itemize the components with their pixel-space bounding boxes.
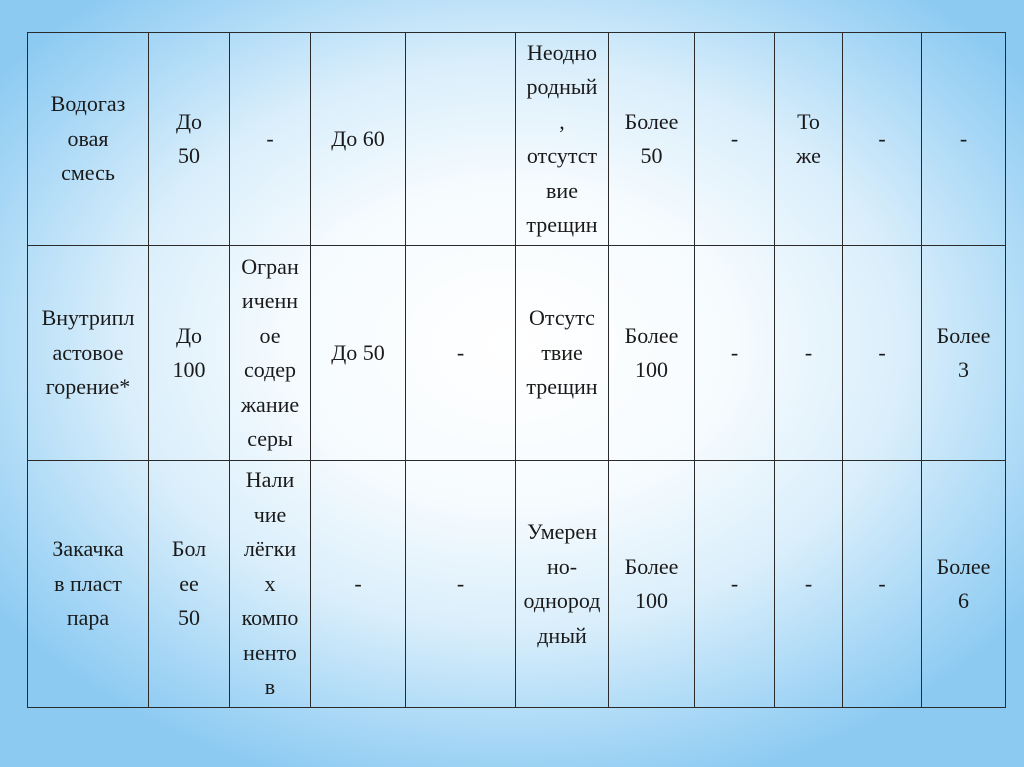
cell-text: Более 50 [624,108,679,168]
table-cell [149,33,230,246]
cell-text: Огран иченн ое содер жание серы [240,253,300,451]
table-cell [922,246,1006,461]
table-cell [406,246,516,461]
table-cell [230,461,311,708]
table-cell [775,461,843,708]
table-cell [28,246,149,461]
cell-text: - [804,570,813,596]
cell-text: - [730,339,739,365]
cell-text: - [456,339,465,365]
table-cell [922,461,1006,708]
table-cell [775,33,843,246]
table-cell [516,246,609,461]
table-row [28,33,1006,246]
cell-text: Водогаз овая смесь [50,91,126,186]
cell-text: То же [796,108,821,168]
table-row [28,246,1006,461]
cell-text: - [878,570,886,596]
table-cell [28,461,149,708]
table-cell [609,461,695,708]
table-cell [516,461,609,708]
cell-text: Более 100 [624,553,679,613]
table-cell [609,246,695,461]
table-cell [311,246,406,461]
cell-text: Нали чие лёгки х компо ненто в [241,467,299,700]
cell-text: Умерен но- однород дный [523,519,601,648]
table-row [28,461,1006,708]
table-cell [516,33,609,246]
cell-text: До 50 [175,108,202,168]
table-cell [843,33,922,246]
cell-text: До 60 [331,125,385,151]
cell-text: Закачка в пласт пара [52,536,124,631]
cell-text: Более 100 [624,322,679,382]
cell-text: - [266,125,274,151]
table-cell [149,461,230,708]
table-cell [609,33,695,246]
cell-text: - [730,125,739,151]
cell-text: До 100 [172,322,206,382]
cell-text: - [878,125,886,151]
cell-text: - [730,570,739,596]
table-cell [695,461,775,708]
cell-text: - [456,570,465,596]
cell-text: - [354,570,362,596]
cell-text: Неодно родный , отсутст вие трещин [526,39,598,237]
table-cell [775,246,843,461]
table-cell [406,33,516,246]
table-cell [843,461,922,708]
cell-text: - [959,125,968,151]
cell-text: - [804,339,813,365]
table-cell [695,33,775,246]
table-cell [230,33,311,246]
table-cell [311,461,406,708]
cell-text: Отсутс твие трещин [526,305,598,400]
table-cell [311,33,406,246]
table-cell [149,246,230,461]
cell-text: Бол ее 50 [171,536,207,631]
cell-text: До 50 [331,339,385,365]
table-cell [230,246,311,461]
table-cell [28,33,149,246]
cell-text: - [878,339,886,365]
table-cell [695,246,775,461]
table-cell [843,246,922,461]
table-cell [922,33,1006,246]
table-cell [406,461,516,708]
cell-text: Более 3 [936,322,991,382]
cell-text: Более 6 [936,553,991,613]
data-table [27,32,1006,708]
cell-text: Внутрипл астовое горение* [41,305,135,400]
